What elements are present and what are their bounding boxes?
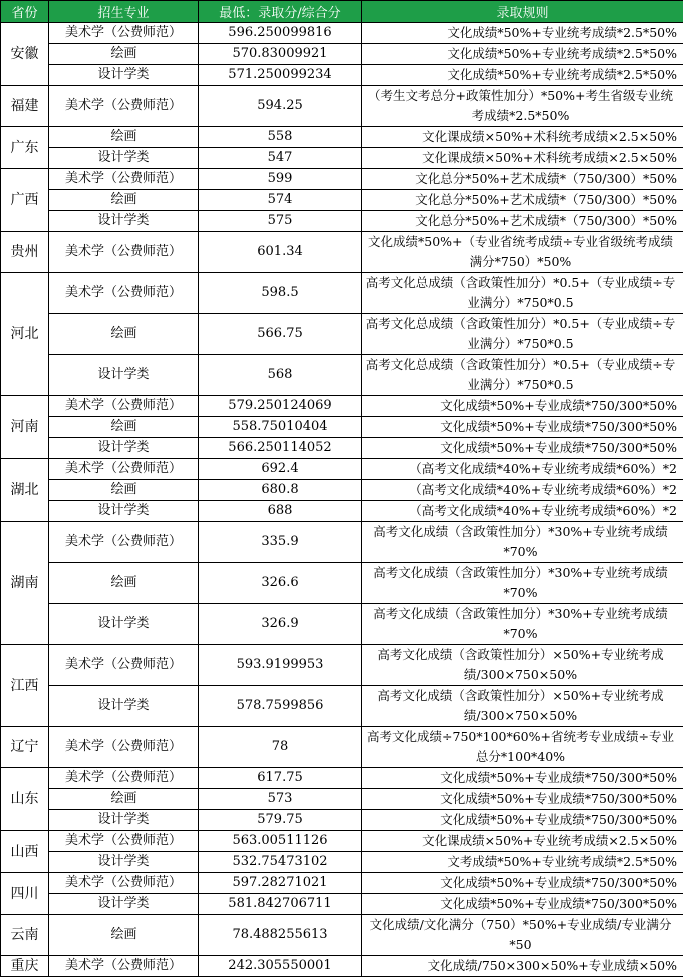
major-cell: 美术学（公费师范）	[49, 232, 199, 273]
rule-cell: 文化成绩*50%+专业成绩*750/300*50%	[362, 438, 683, 459]
rule-cell: 文化成绩*50%+专业成绩*750/300*50%	[362, 810, 683, 831]
major-cell: 绘画	[49, 190, 199, 211]
major-cell: 设计学类	[49, 852, 199, 873]
score-cell: 573	[199, 789, 362, 810]
table-row	[1, 396, 683, 417]
score-cell: 574	[199, 190, 362, 211]
province-cell: 河南	[1, 396, 49, 459]
table-row	[1, 86, 683, 127]
table-row	[1, 789, 683, 810]
rule-cell: 高考文化成绩（含政策性加分）×50%+专业统考成绩/300×750×50%	[362, 686, 683, 727]
major-cell: 设计学类	[49, 148, 199, 169]
score-cell: 692.4	[199, 459, 362, 480]
province-cell: 重庆	[1, 956, 49, 977]
rule-cell: 文化成绩/文化满分（750）*50%+专业成绩/专业满分*50	[362, 915, 683, 956]
province-cell: 贵州	[1, 232, 49, 273]
province-cell: 辽宁	[1, 727, 49, 768]
score-cell: 326.6	[199, 563, 362, 604]
province-cell: 福建	[1, 86, 49, 127]
table-row	[1, 686, 683, 727]
major-cell: 绘画	[49, 789, 199, 810]
score-cell: 326.9	[199, 604, 362, 645]
province-cell: 山东	[1, 768, 49, 831]
table-row	[1, 810, 683, 831]
table-row	[1, 831, 683, 852]
rule-cell: 高考文化成绩（含政策性加分）*30%+专业统考成绩*70%	[362, 604, 683, 645]
rule-cell: 高考文化成绩÷750*100*60%+省统考专业成绩÷专业总分*100*40%	[362, 727, 683, 768]
major-cell: 美术学（公费师范）	[49, 831, 199, 852]
score-cell: 597.28271021	[199, 873, 362, 894]
score-cell: 570.83009921	[199, 44, 362, 65]
major-cell: 美术学（公费师范）	[49, 727, 199, 768]
table-row	[1, 355, 683, 396]
header-score: 最低：录取分/综合分	[199, 1, 362, 23]
major-cell: 设计学类	[49, 355, 199, 396]
province-cell: 广东	[1, 127, 49, 169]
major-cell: 设计学类	[49, 604, 199, 645]
table-body	[1, 23, 683, 977]
rule-cell: 高考文化成绩（含政策性加分）*30%+专业统考成绩*70%	[362, 563, 683, 604]
score-cell: 598.5	[199, 273, 362, 314]
table-row	[1, 915, 683, 956]
major-cell: 美术学（公费师范）	[49, 86, 199, 127]
major-cell: 设计学类	[49, 211, 199, 232]
score-cell: 558.75010404	[199, 417, 362, 438]
rule-cell: 文化成绩*50%+专业成绩*750/300*50%	[362, 768, 683, 789]
rule-cell: 文化成绩*50%+专业成绩*750/300*50%	[362, 873, 683, 894]
header-rule: 录取规则	[362, 1, 683, 23]
rule-cell: （高考文化成绩*40%+专业统考成绩*60%）*2	[362, 459, 683, 480]
major-cell: 设计学类	[49, 65, 199, 86]
major-cell: 绘画	[49, 480, 199, 501]
score-cell: 680.8	[199, 480, 362, 501]
rule-cell: 文化成绩*50%+专业统考成绩*2.5*50%	[362, 65, 683, 86]
major-cell: 美术学（公费师范）	[49, 522, 199, 563]
province-cell: 湖北	[1, 459, 49, 522]
province-cell: 云南	[1, 915, 49, 956]
table-row	[1, 148, 683, 169]
table-row	[1, 459, 683, 480]
table-row	[1, 44, 683, 65]
score-cell: 593.9199953	[199, 645, 362, 686]
table-row	[1, 169, 683, 190]
rule-cell: （高考文化成绩*40%+专业统考成绩*60%）*2	[362, 501, 683, 522]
score-cell: 571.250099234	[199, 65, 362, 86]
rule-cell: 文化总分*50%+艺术成绩*（750/300）*50%	[362, 190, 683, 211]
header-row	[1, 1, 683, 23]
major-cell: 美术学（公费师范）	[49, 396, 199, 417]
rule-cell: 文化成绩/750×300×50%+专业成绩×50%	[362, 956, 683, 977]
table-row	[1, 501, 683, 522]
province-cell: 四川	[1, 873, 49, 915]
major-cell: 美术学（公费师范）	[49, 873, 199, 894]
table-row	[1, 127, 683, 148]
rule-cell: 文化成绩*50%+专业统考成绩*2.5*50%	[362, 23, 683, 44]
score-cell: 617.75	[199, 768, 362, 789]
rule-cell: 文化成绩*50%+专业统考成绩*2.5*50%	[362, 44, 683, 65]
table-row	[1, 604, 683, 645]
score-cell: 558	[199, 127, 362, 148]
score-cell: 594.25	[199, 86, 362, 127]
major-cell: 设计学类	[49, 501, 199, 522]
major-cell: 设计学类	[49, 686, 199, 727]
province-cell: 湖南	[1, 522, 49, 645]
table-row	[1, 768, 683, 789]
table-row	[1, 417, 683, 438]
major-cell: 美术学（公费师范）	[49, 459, 199, 480]
score-cell: 532.75473102	[199, 852, 362, 873]
score-cell: 566.75	[199, 314, 362, 355]
table-row	[1, 273, 683, 314]
score-cell: 578.7599856	[199, 686, 362, 727]
rule-cell: 文化成绩*50%+专业成绩*750/300*50%	[362, 894, 683, 915]
table-row	[1, 190, 683, 211]
rule-cell: 文化成绩*50%+（专业省统考成绩÷专业省级统考成绩满分*750）*50%	[362, 232, 683, 273]
major-cell: 设计学类	[49, 894, 199, 915]
rule-cell: 高考文化成绩（含政策性加分）*30%+专业统考成绩*70%	[362, 522, 683, 563]
table-row	[1, 727, 683, 768]
rule-cell: （考生文考总分+政策性加分）*50%+考生省级专业统考成绩*2.5*50%	[362, 86, 683, 127]
table-row	[1, 438, 683, 459]
rule-cell: 高考文化成绩（含政策性加分）×50%+专业统考成绩/300×750×50%	[362, 645, 683, 686]
table-row	[1, 314, 683, 355]
table-row	[1, 645, 683, 686]
major-cell: 绘画	[49, 417, 199, 438]
province-cell: 江西	[1, 645, 49, 727]
score-cell: 547	[199, 148, 362, 169]
rule-cell: 文化总分*50%+艺术成绩*（750/300）*50%	[362, 169, 683, 190]
major-cell: 绘画	[49, 127, 199, 148]
rule-cell: 文化课成绩×50%+术科统考成绩×2.5×50%	[362, 148, 683, 169]
major-cell: 绘画	[49, 44, 199, 65]
table-row	[1, 211, 683, 232]
score-cell: 579.75	[199, 810, 362, 831]
score-cell: 581.842706711	[199, 894, 362, 915]
major-cell: 美术学（公费师范）	[49, 273, 199, 314]
score-cell: 335.9	[199, 522, 362, 563]
score-cell: 601.34	[199, 232, 362, 273]
major-cell: 美术学（公费师范）	[49, 768, 199, 789]
major-cell: 美术学（公费师范）	[49, 956, 199, 977]
rule-cell: 文化总分*50%+艺术成绩*（750/300）*50%	[362, 211, 683, 232]
province-cell: 广西	[1, 169, 49, 232]
table-row	[1, 873, 683, 894]
score-cell: 563.00511126	[199, 831, 362, 852]
table-row	[1, 522, 683, 563]
score-cell: 688	[199, 501, 362, 522]
header-major: 招生专业	[49, 1, 199, 23]
rule-cell: 文化成绩*50%+专业成绩*750/300*50%	[362, 396, 683, 417]
major-cell: 美术学（公费师范）	[49, 169, 199, 190]
score-cell: 78.488255613	[199, 915, 362, 956]
header-province: 省份	[1, 1, 49, 23]
rule-cell: 高考文化总成绩（含政策性加分）*0.5+（专业成绩÷专业满分）*750*0.5	[362, 273, 683, 314]
rule-cell: 文化成绩*50%+专业成绩*750/300*50%	[362, 417, 683, 438]
table-row	[1, 894, 683, 915]
major-cell: 绘画	[49, 915, 199, 956]
table-row	[1, 65, 683, 86]
province-cell: 安徽	[1, 23, 49, 86]
province-cell: 山西	[1, 831, 49, 873]
table-row	[1, 563, 683, 604]
score-cell: 575	[199, 211, 362, 232]
table-row	[1, 956, 683, 977]
score-cell: 566.250114052	[199, 438, 362, 459]
table-row	[1, 852, 683, 873]
rule-cell: （高考文化成绩*40%+专业统考成绩*60%）*2	[362, 480, 683, 501]
major-cell: 美术学（公费师范）	[49, 23, 199, 44]
table-row	[1, 23, 683, 44]
major-cell: 绘画	[49, 314, 199, 355]
major-cell: 美术学（公费师范）	[49, 645, 199, 686]
score-cell: 599	[199, 169, 362, 190]
major-cell: 绘画	[49, 563, 199, 604]
rule-cell: 高考文化总成绩（含政策性加分）*0.5+（专业成绩÷专业满分）*750*0.5	[362, 355, 683, 396]
major-cell: 设计学类	[49, 438, 199, 459]
table-row	[1, 232, 683, 273]
rule-cell: 高考文化总成绩（含政策性加分）*0.5+（专业成绩÷专业满分）*750*0.5	[362, 314, 683, 355]
score-cell: 596.250099816	[199, 23, 362, 44]
score-cell: 242.305550001	[199, 956, 362, 977]
rule-cell: 文化课成绩×50%+术科统考成绩×2.5×50%	[362, 127, 683, 148]
table-row	[1, 480, 683, 501]
score-cell: 568	[199, 355, 362, 396]
major-cell: 设计学类	[49, 810, 199, 831]
rule-cell: 文考成绩*50%+专业统考成绩*2.5*50%	[362, 852, 683, 873]
province-cell: 河北	[1, 273, 49, 396]
rule-cell: 文化课成绩×50%+专业统考成绩×2.5×50%	[362, 831, 683, 852]
rule-cell: 文化成绩*50%+专业成绩*750/300*50%	[362, 789, 683, 810]
score-cell: 579.250124069	[199, 396, 362, 417]
score-cell: 78	[199, 727, 362, 768]
